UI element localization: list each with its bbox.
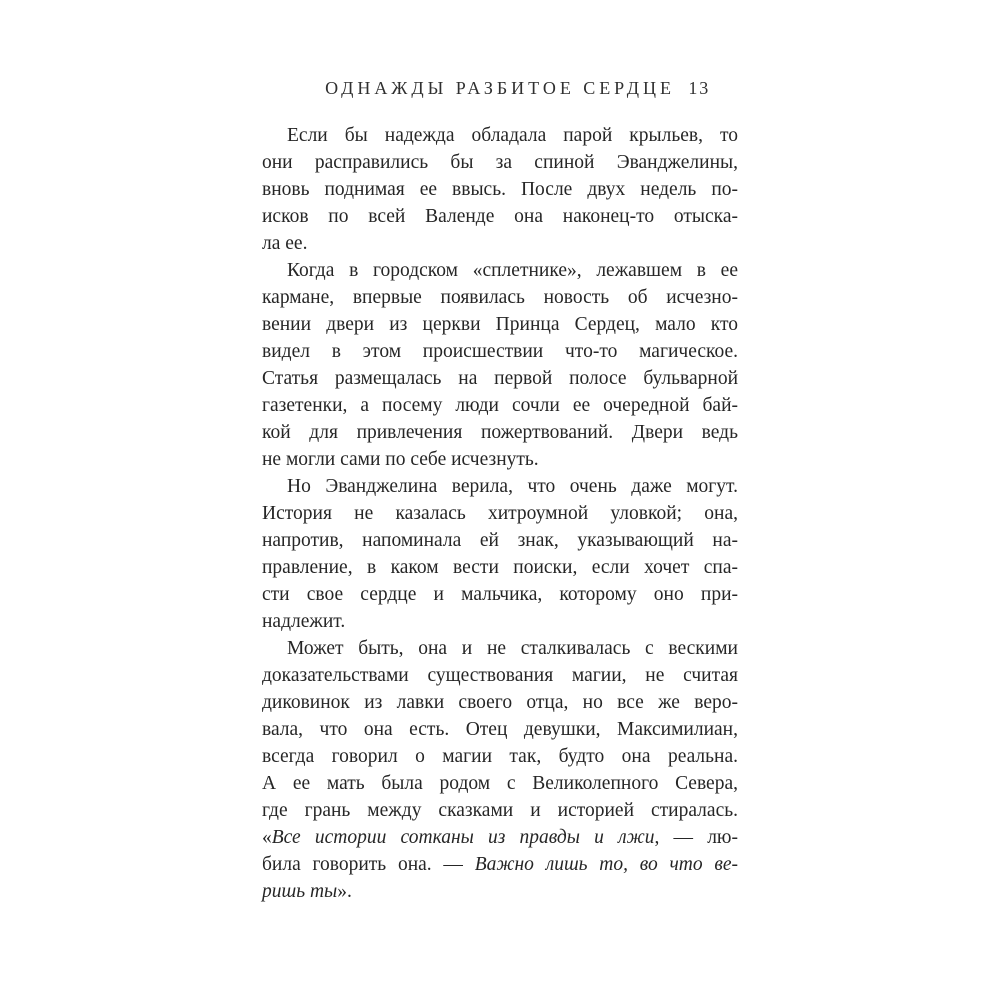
text-run: вала, что она есть. Отец девушки, Максимилиан, (262, 719, 738, 740)
text-line (262, 554, 738, 581)
text-run: всегда говорил о магии так, будто она реальна. (262, 746, 738, 767)
text-line (262, 284, 738, 311)
text-line (262, 176, 738, 203)
text-run: А ее мать была родом с Великолепного Севера, (262, 773, 738, 794)
text-run: ». (337, 881, 352, 902)
text-line (262, 473, 738, 500)
text-line (262, 230, 738, 257)
running-title: ОДНАЖДЫ РАЗБИТОЕ СЕРДЦЕ (325, 78, 675, 98)
text-run: ла ее. (262, 233, 308, 254)
text-run: где грань между сказками и историей стиралась. (262, 800, 738, 821)
text-line (262, 203, 738, 230)
text-run: кармане, впервые появилась новость об исчезно- (262, 287, 738, 308)
text-line (262, 878, 738, 905)
text-run: они расправились бы за спиной Эванджелины, (262, 152, 738, 173)
italic-text: Важно лишь то, во что ве- (474, 854, 738, 875)
text-run: газетенки, а посему люди сочли ее очередной бай- (262, 395, 738, 416)
text-line (262, 365, 738, 392)
text-line (262, 419, 738, 446)
text-run: Может быть, она и не сталкивалась с вескими (287, 638, 738, 659)
text-run: диковинок из лавки своего отца, но все же веро- (262, 692, 738, 713)
text-run: кой для привлечения пожертвований. Двери ведь (262, 422, 738, 443)
text-line (262, 338, 738, 365)
text-run: Когда в городском «сплетнике», лежавшем в ее (287, 260, 738, 281)
text-line (262, 716, 738, 743)
page-header (262, 77, 738, 101)
text-block (262, 122, 738, 905)
text-run: надлежит. (262, 611, 346, 632)
paragraph (262, 473, 738, 635)
text-run: , — лю- (654, 827, 738, 848)
text-run: сти свое сердце и мальчика, которому оно при- (262, 584, 738, 605)
text-line (262, 851, 738, 878)
text-line (262, 392, 738, 419)
text-line (262, 635, 738, 662)
paragraph (262, 635, 738, 905)
text-line (262, 689, 738, 716)
text-line (262, 149, 738, 176)
paragraph (262, 122, 738, 257)
page-number: 13 (688, 78, 710, 98)
text-line (262, 446, 738, 473)
italic-text: ришь ты (262, 881, 338, 902)
text-line (262, 527, 738, 554)
text-run: била говорить она. — (262, 854, 475, 875)
text-line (262, 122, 738, 149)
text-run: исков по всей Валенде она наконец-то отыска- (262, 206, 738, 227)
text-run: напротив, напоминала ей знак, указывающий на- (262, 530, 738, 551)
text-run: Но Эванджелина верила, что очень даже могут. (287, 476, 738, 497)
text-line (262, 743, 738, 770)
text-line (262, 257, 738, 284)
text-run: Если бы надежда обладала парой крыльев, то (287, 125, 738, 146)
paragraph (262, 257, 738, 473)
text-line (262, 608, 738, 635)
text-line (262, 500, 738, 527)
text-run: История не казалась хитроумной уловкой; она, (262, 503, 738, 524)
text-run: вновь поднимая ее ввысь. После двух недель по- (262, 179, 738, 200)
text-run: не могли сами по себе исчезнуть. (262, 449, 539, 470)
text-line (262, 311, 738, 338)
text-run: вении двери из церкви Принца Сердец, мало кто (262, 314, 738, 335)
text-line (262, 770, 738, 797)
text-run: видел в этом происшествии что-то магическое. (262, 341, 738, 362)
text-run: « (262, 827, 272, 848)
text-run: правление, в каком вести поиски, если хочет спа- (262, 557, 738, 578)
text-line (262, 662, 738, 689)
italic-text: Все истории сотканы из правды и лжи (271, 827, 655, 848)
text-line (262, 824, 738, 851)
text-run: доказательствами существования магии, не считая (262, 665, 738, 686)
text-run: Статья размещалась на первой полосе бульварной (262, 368, 738, 389)
text-line (262, 797, 738, 824)
text-line (262, 581, 738, 608)
